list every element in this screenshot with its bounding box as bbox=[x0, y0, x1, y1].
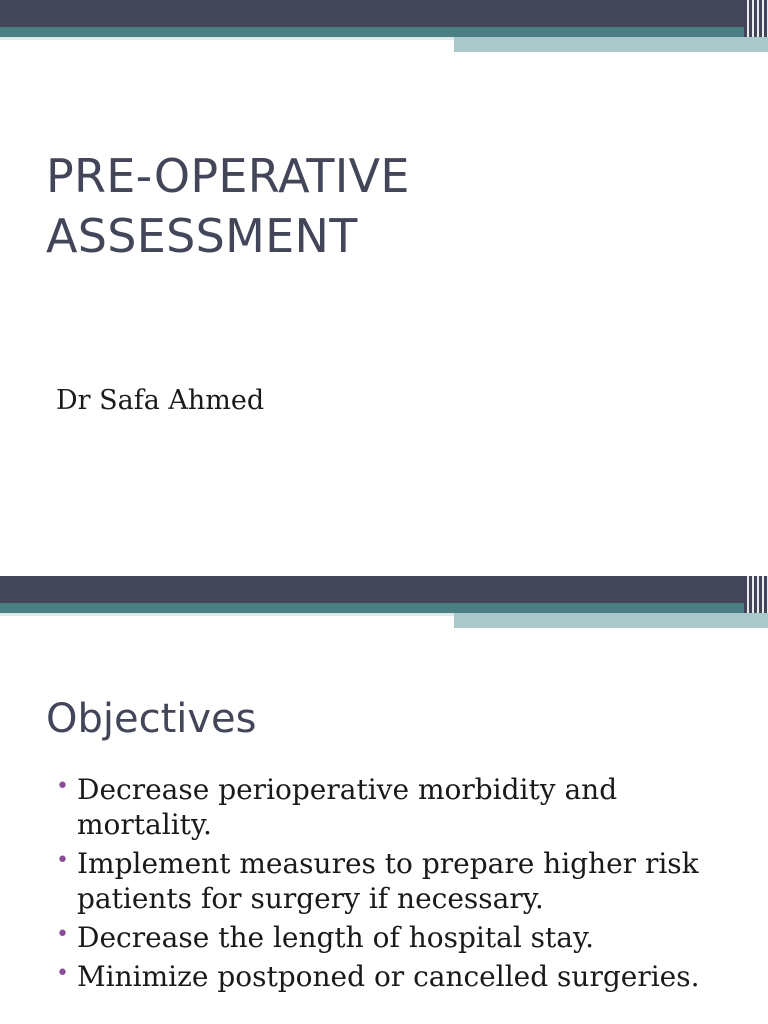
header-band-dark-bar bbox=[0, 576, 768, 603]
objectives-slide bbox=[0, 576, 768, 1024]
list-item-text: Minimize postponed or cancelled surgeries. bbox=[77, 960, 700, 993]
list-item bbox=[56, 772, 706, 842]
slide-heading: Objectives bbox=[46, 696, 257, 742]
header-band-pale-strip bbox=[0, 37, 454, 40]
header-band-pale-strip bbox=[0, 613, 454, 616]
list-item-text: Implement measures to prepare higher risk patients for surgery if necessary. bbox=[77, 847, 699, 915]
header-band bbox=[0, 576, 768, 628]
bullet-icon: • bbox=[56, 848, 69, 873]
list-item bbox=[56, 959, 706, 994]
list-item bbox=[56, 920, 706, 955]
header-band-light-bar bbox=[454, 613, 768, 628]
slide-title-line-1: PRE-OPERATIVE bbox=[46, 149, 410, 203]
header-band-light-bar bbox=[454, 37, 768, 52]
header-band bbox=[0, 0, 768, 52]
slide-subtitle: Dr Safa Ahmed bbox=[56, 385, 265, 416]
header-band-teal-bar bbox=[0, 603, 768, 613]
bullet-icon: • bbox=[56, 922, 69, 947]
bullet-icon: • bbox=[56, 961, 69, 986]
header-band-dark-bar bbox=[0, 0, 768, 27]
slide-title bbox=[46, 146, 410, 266]
list-item bbox=[56, 846, 706, 916]
header-band-teal-bar bbox=[0, 27, 768, 37]
objectives-list bbox=[56, 772, 706, 998]
list-item-text: Decrease perioperative morbidity and mortality. bbox=[77, 773, 618, 841]
header-band-stripes bbox=[744, 576, 768, 613]
slide-title-line-2: ASSESSMENT bbox=[46, 209, 358, 263]
bullet-icon: • bbox=[56, 774, 69, 799]
header-band-stripes bbox=[744, 0, 768, 37]
list-item-text: Decrease the length of hospital stay. bbox=[77, 921, 594, 954]
